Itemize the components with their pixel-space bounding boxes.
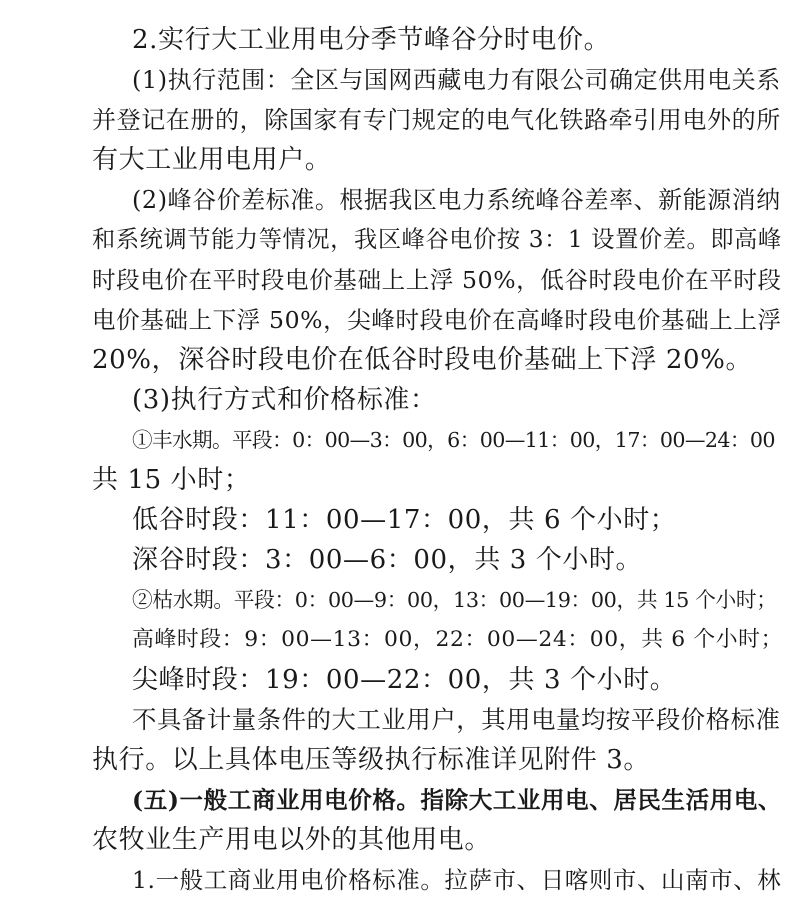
paragraph-line: 深谷时段：3：00—6：00，共 3 个小时。: [132, 545, 643, 575]
paragraph-line: 尖峰时段：19：00—22：00，共 3 个小时。: [132, 665, 677, 695]
section-heading-2: 2.实行大工业用电分季节峰谷分时电价。: [132, 25, 611, 55]
section-heading-5: (五)一般工商业用电价格。指除大工业用电、居民生活用电、: [132, 786, 783, 814]
paragraph-line: ②枯水期。平段：0：00—9：00，13：00—19：00，共 15 个小时；: [132, 588, 777, 612]
paragraph-line: 高峰时段：9：00—13：00，22：00—24：00，共 6 个小时；: [132, 627, 784, 652]
paragraph-line: 农牧业生产用电以外的其他用电。: [92, 825, 492, 855]
paragraph-line: (3)执行方式和价格标准：: [132, 385, 437, 415]
paragraph-line: (2)峰谷价差标准。根据我区电力系统峰谷差率、新能源消纳: [132, 186, 781, 214]
paragraph-line: 电价基础上下浮 50%，尖峰时段电价在高峰时段电价基础上上浮: [92, 306, 782, 334]
paragraph-line: 20%，深谷时段电价在低谷时段电价基础上下浮 20%。: [92, 345, 753, 375]
paragraph-line: 有大工业用电用户。: [92, 145, 332, 175]
paragraph-line: 不具备计量条件的大工业用户，其用电量均按平段价格标准: [132, 705, 781, 734]
paragraph-line: 执行。以上具体电压等级执行标准详见附件 3。: [92, 745, 651, 775]
paragraph-line: 和系统调节能力等情况，我区峰谷电价按 3：1 设置价差。即高峰: [92, 226, 782, 253]
paragraph-line: ①丰水期。平段：0：00—3：00，6：00—11：00，17：00—24：00: [132, 428, 775, 452]
paragraph-line: 并登记在册的，除国家有专门规定的电气化铁路牵引用电外的所: [92, 106, 781, 134]
paragraph-line: 低谷时段：11：00—17：00，共 6 个小时；: [132, 505, 677, 535]
paragraph-line: 共 15 小时；: [92, 465, 251, 495]
paragraph-line: (1)执行范围：全区与国网西藏电力有限公司确定供用电关系: [132, 66, 781, 94]
paragraph-line: 时段电价在平时段电价基础上上浮 50%，低谷时段电价在平时段: [92, 266, 782, 294]
paragraph-line: 1.一般工商业用电价格标准。拉萨市、日喀则市、山南市、林: [132, 866, 782, 894]
